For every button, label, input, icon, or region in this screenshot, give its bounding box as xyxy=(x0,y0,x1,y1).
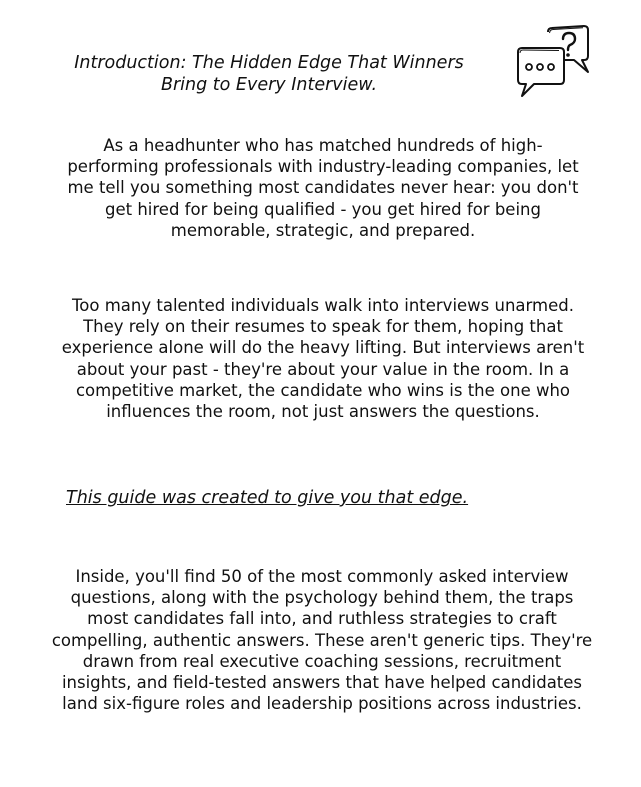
guide-edge-statement: This guide was created to give you that edge. xyxy=(66,488,469,508)
chat-bubbles-question-icon xyxy=(512,22,592,100)
paragraph-intro: As a headhunter who has matched hundreds of high-performing professionals with industry-leading companies, let me tell you something most candidates never hear: you don't get hired for being qualified - you get hired for being memorable, strategic, and prepared. xyxy=(67,136,579,240)
paragraph-inside: Inside, you'll find 50 of the most commonly asked interview questions, along with the psychology behind them, the traps most candidates fall into, and ruthless strategies to craft compelling, authentic answers. These aren't generic tips. They're drawn from real executive coaching sessions, recruitment insights, and field-tested answers that have helped candidates land six-figure roles and leadership positions across industries. xyxy=(51,567,593,714)
title-line-2: Bring to Every Interview. xyxy=(160,75,378,95)
paragraph-unarmed: Too many talented individuals walk into interviews unarmed. They rely on their resumes to speak for them, hoping that experience alone will do the heavy lifting. But interviews aren't about your past - they're about your value in the room. In a competitive market, the candidate who wins is the one who influences the room, not just answers the questions. xyxy=(61,296,585,422)
page-title xyxy=(55,52,483,96)
title-line-1: Introduction: The Hidden Edge That Winners xyxy=(74,53,464,73)
